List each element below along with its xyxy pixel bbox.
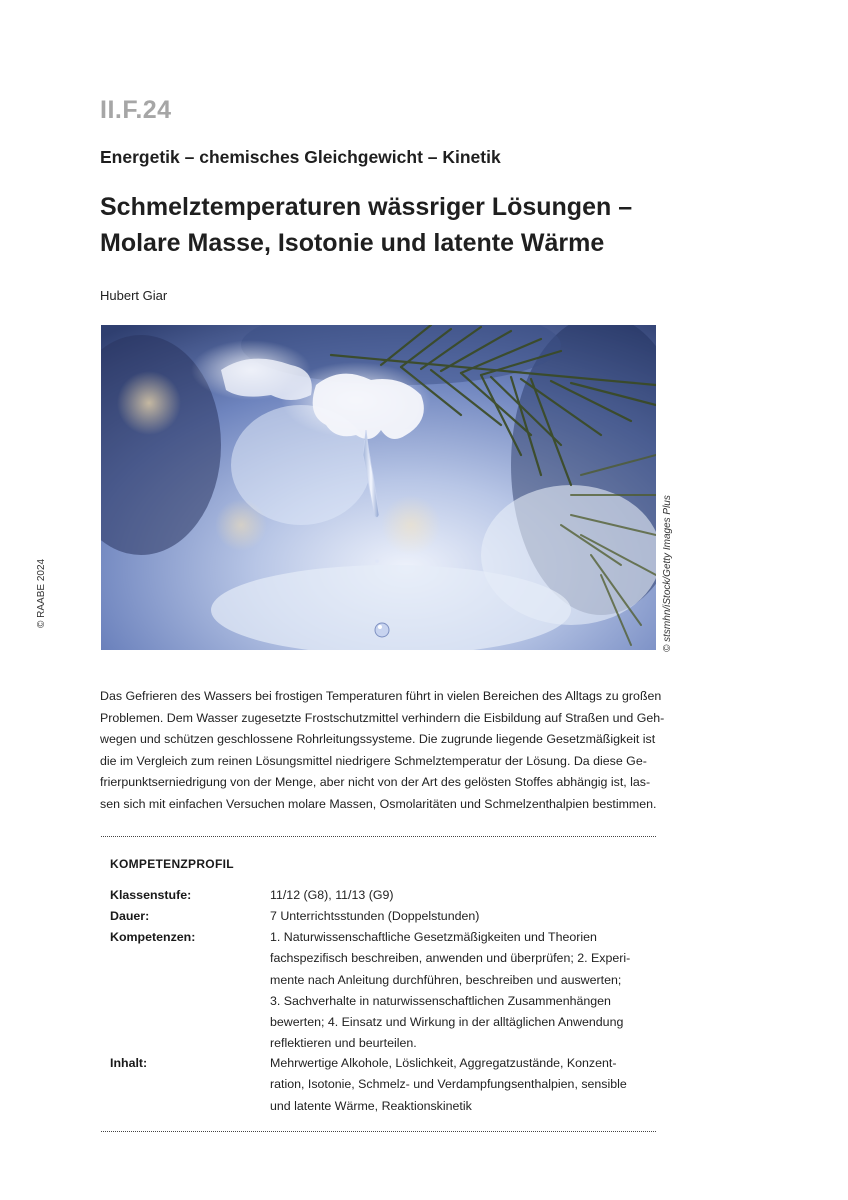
copyright-notice: © RAABE 2024 (36, 558, 47, 628)
title-line-2: Molare Masse, Isotonie und latente Wärme (100, 229, 605, 257)
value-line: und latente Wärme, Reaktionskinetik (270, 1098, 472, 1113)
title-line-1: Schmelztemperaturen wässriger Lösungen – (100, 193, 633, 221)
profile-value-competences (270, 927, 655, 1055)
profile-label-content: Inhalt: (110, 1056, 148, 1070)
subject-heading: Energetik – chemisches Gleichgewicht – Kinetik (100, 147, 501, 167)
author-name: Hubert Giar (100, 288, 168, 303)
value-line: reflektieren und beurteilen. (270, 1036, 417, 1051)
intro-line: Das Gefrieren des Wassers bei frostigen Temperaturen führt in vielen Bereichen des Alltags zu großen (100, 689, 662, 703)
value-line: Mehrwertige Alkohole, Löslichkeit, Aggregatzustände, Konzent- (270, 1056, 617, 1070)
intro-line: frierpunktserniedrigung von der Menge, aber nicht von der Art des gelösten Stoffes abhängig ist, las- (100, 775, 651, 789)
value-line: 1. Naturwissenschaftliche Gesetzmäßigkeiten und Theorien (270, 930, 597, 944)
divider-bottom (101, 1131, 656, 1132)
value-line: 7 Unterrichtsstunden (Doppelstunden) (270, 909, 480, 923)
intro-line: wegen und schützen geschlossene Rohrleitungssysteme. Die zugrunde liegende Gesetzmäßigkeit ist (100, 732, 656, 746)
value-line: 3. Sachverhalte in naturwissenschaftlichen Zusammenhängen (270, 993, 611, 1008)
value-line: fachspezifisch beschreiben, anwenden und überprüfen; 2. Experi- (270, 951, 631, 966)
profile-value-content (270, 1053, 655, 1117)
value-line: ration, Isotonie, Schmelz- und Verdampfungsenthalpien, sensible (270, 1077, 627, 1092)
intro-line: die im Vergleich zum reinen Lösungsmittel niedrigere Schmelztemperatur der Lösung. Da diese Ge- (100, 753, 647, 768)
profile-label-competences: Kompetenzen: (110, 930, 196, 944)
intro-line: sen sich mit einfachen Versuchen molare Massen, Osmolaritäten und Schmelzenthalpien bestimmen. (100, 796, 657, 811)
value-line: 11/12 (G8), 11/13 (G9) (270, 888, 394, 902)
photo-credit: © stsmhn/iStock/Getty Images Plus (662, 495, 673, 652)
intro-line: Problemen. Dem Wasser zugesetzte Frostschutzmittel verhindern die Eisbildung auf Straßen und Geh- (100, 710, 665, 725)
value-line: mente nach Anleitung durchführen, beschreiben und auswerten; (270, 972, 622, 987)
profile-value-duration (270, 906, 655, 927)
document-code: II.F.24 (100, 96, 172, 124)
divider-top (101, 836, 656, 837)
profile-value-grade (270, 885, 655, 906)
value-line: bewerten; 4. Einsatz und Wirkung in der alltäglichen Anwendung (270, 1015, 624, 1030)
cover-photo (101, 325, 656, 650)
profile-label-duration: Dauer: (110, 909, 150, 923)
profile-heading: KOMPETENZPROFIL (110, 857, 234, 871)
page-title (100, 189, 660, 261)
intro-paragraph (100, 686, 665, 815)
icicle-pine-illustration (101, 325, 656, 650)
profile-label-grade: Klassenstufe: (110, 888, 192, 902)
